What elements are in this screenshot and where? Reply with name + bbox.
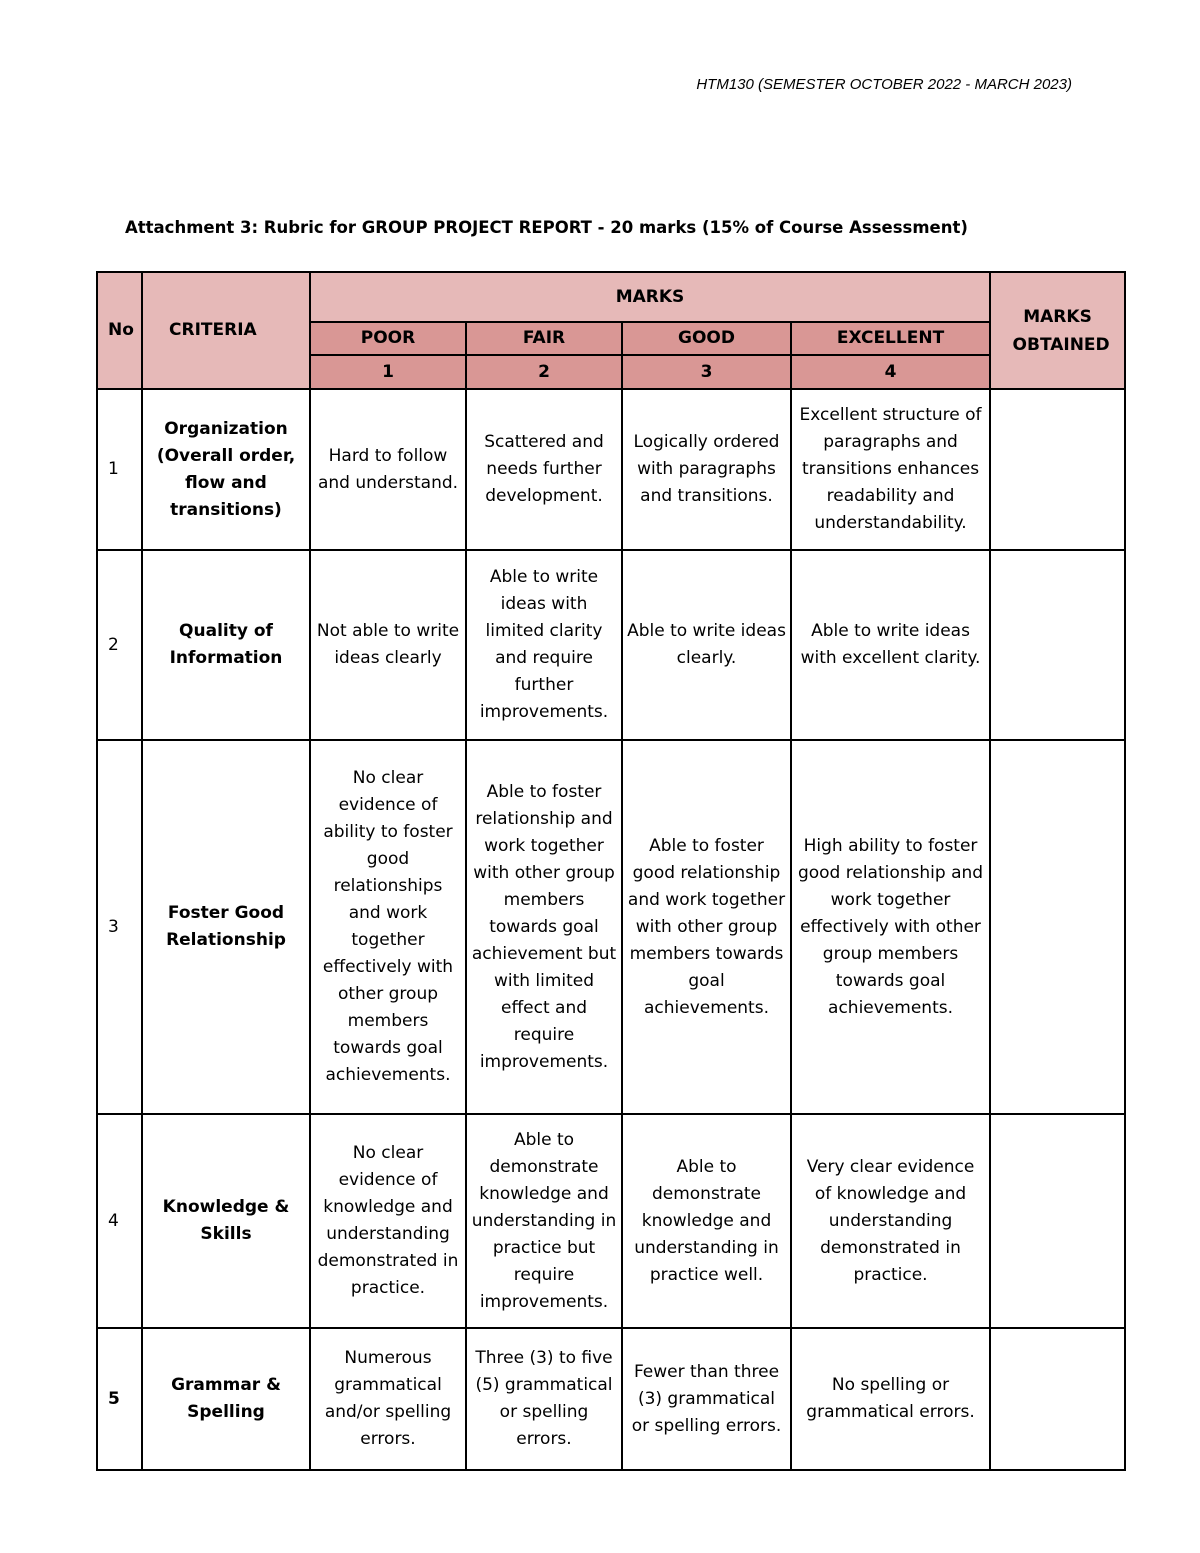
header-marks: MARKS [310,272,990,322]
rubric-table [96,271,1126,1471]
row-number: 4 [97,1114,142,1328]
header-score-4: 4 [791,355,990,389]
poor-descriptor: Not able to write ideas clearly [310,550,466,740]
good-descriptor: Fewer than three (3) grammatical or spelling errors. [622,1328,791,1470]
table-row [97,550,1125,740]
table-row [97,389,1125,550]
marks-obtained-cell[interactable] [990,1114,1125,1328]
header-marks-obtained-label: MARKS OBTAINED [1012,306,1110,355]
good-descriptor: Able to write ideas clearly. [622,550,791,740]
poor-descriptor: Numerous grammatical and/or spelling errors. [310,1328,466,1470]
fair-descriptor: Able to demonstrate knowledge and understanding in practice but require improvements. [466,1114,622,1328]
excellent-descriptor: Able to write ideas with excellent clarity. [791,550,990,740]
table-row [97,740,1125,1114]
excellent-descriptor: High ability to foster good relationship and work together effectively with other group members towards goal achievements. [791,740,990,1114]
row-number: 2 [97,550,142,740]
header-marks-obtained [990,272,1125,389]
header-level-fair: FAIR [466,322,622,355]
marks-obtained-cell[interactable] [990,389,1125,550]
poor-descriptor: Hard to follow and understand. [310,389,466,550]
marks-obtained-cell[interactable] [990,550,1125,740]
good-descriptor: Able to foster good relationship and work together with other group members towards goal achievements. [622,740,791,1114]
header-score-3: 3 [622,355,791,389]
fair-descriptor: Three (3) to five (5) grammatical or spelling errors. [466,1328,622,1470]
poor-descriptor: No clear evidence of ability to foster good relationships and work together effectively with other group members towards goal achievements. [310,740,466,1114]
poor-descriptor: No clear evidence of knowledge and understanding demonstrated in practice. [310,1114,466,1328]
header-score-2: 2 [466,355,622,389]
fair-descriptor: Scattered and needs further development. [466,389,622,550]
good-descriptor: Logically ordered with paragraphs and transitions. [622,389,791,550]
excellent-descriptor: Very clear evidence of knowledge and understanding demonstrated in practice. [791,1114,990,1328]
fair-descriptor: Able to foster relationship and work together with other group members towards goal achievement but with limited effect and require improvements. [466,740,622,1114]
header-level-poor: POOR [310,322,466,355]
attachment-title: Attachment 3: Rubric for GROUP PROJECT REPORT - 20 marks (15% of Course Assessment) [125,218,968,237]
header-no: No [97,272,142,389]
criteria-cell: Grammar & Spelling [142,1328,310,1470]
header-level-good: GOOD [622,322,791,355]
criteria-cell: Foster Good Relationship [142,740,310,1114]
fair-descriptor: Able to write ideas with limited clarity and require further improvements. [466,550,622,740]
good-descriptor: Able to demonstrate knowledge and understanding in practice well. [622,1114,791,1328]
header-score-1: 1 [310,355,466,389]
criteria-cell: Knowledge & Skills [142,1114,310,1328]
row-number: 5 [97,1328,142,1470]
header-criteria: CRITERIA [142,272,310,389]
table-row [97,1328,1125,1470]
excellent-descriptor: Excellent structure of paragraphs and transitions enhances readability and understandability. [791,389,990,550]
row-number: 3 [97,740,142,1114]
header-level-excellent: EXCELLENT [791,322,990,355]
row-number: 1 [97,389,142,550]
excellent-descriptor: No spelling or grammatical errors. [791,1328,990,1470]
criteria-cell: Organization (Overall order, flow and transitions) [142,389,310,550]
document-header-note: HTM130 (SEMESTER OCTOBER 2022 - MARCH 2023) [696,76,1072,93]
marks-obtained-cell[interactable] [990,740,1125,1114]
table-row [97,1114,1125,1328]
marks-obtained-cell[interactable] [990,1328,1125,1470]
criteria-cell: Quality of Information [142,550,310,740]
